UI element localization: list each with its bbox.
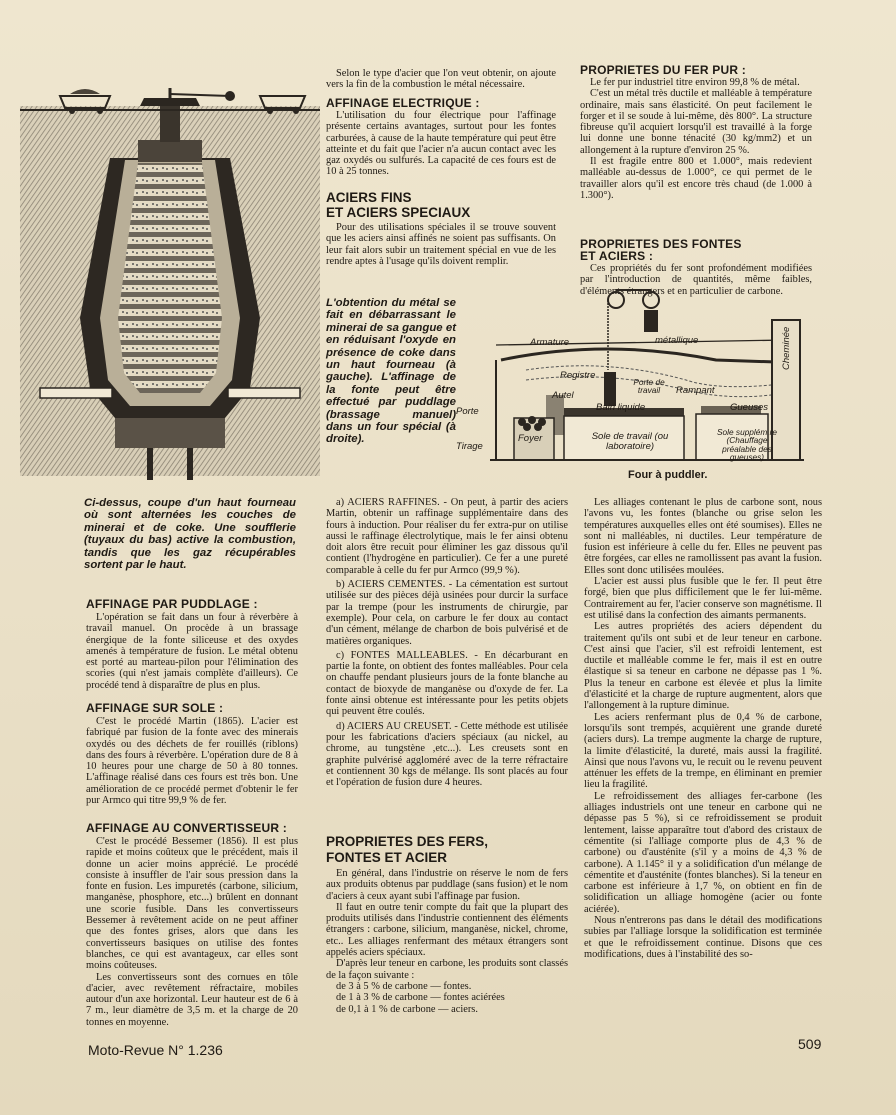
paragraph: Il est fragile entre 800 et 1.000°, mais redevient malléable au-dessus de 1.000°, ce qui permet de le travailler alors qu'il est encore très chaud (de 1.000 à 1.300°). xyxy=(580,156,812,201)
paragraph: Il faut en outre tenir compte du fait que la plupart des produits utilisés dans l'industrie contiennent des éléments étrangers : carbone, silicium, manganèse, nickel, chrome, etc.. Les alliages renfermant des métaux étrangers sont appelés aciers spéciaux. xyxy=(326,901,568,959)
text-affinage-puddlage xyxy=(86,612,298,691)
paragraph: Les convertisseurs sont des cornues en tôle d'acier, avec revêtement réfractaire, mobiles autour d'un axe horizontal. Leur hauteur est de 6 à 7 m., leur diamètre de 3,5 m. et la charge de 20 tonnes en moyenne. xyxy=(86,971,298,1028)
text-affinage-electrique xyxy=(326,110,556,178)
label-rampant: Rampant xyxy=(676,385,715,396)
label-porte: Porte xyxy=(456,406,479,417)
label-foyer: Foyer xyxy=(518,433,543,444)
paragraph: a) ACIERS RAFFINES. - On peut, à partir des aciers Martin, obtenir un raffinage supplémentaire dans des fours à induction. Pour réaliser du fer extra-pur on utilise aussi le raffinage électrolytique, mais le fer ainsi obtenu doit alors être recuit pour éliminer les gaz dissous qu'il contient (l'hydrogène en particulier). Ce fer a une pureté comparable à celle du fer pur Armco (99,9 %). xyxy=(326,497,568,576)
text-column3-lower xyxy=(584,497,822,960)
paragraph: Selon le type d'acier que l'on veut obtenir, on ajoute vers la fin de la combustion le métal nécessaire. xyxy=(326,68,556,91)
list-item: de 1 à 3 % de carbone — fontes aciérées xyxy=(336,992,505,1004)
heading-aciers-fins-1: ACIERS FINS xyxy=(326,190,412,205)
paragraph: Le refroidissement des alliages fer-carbone (les alliages industriels ont une teneur en carbone qui ne dépasse pas 5 %), si ce refroidissement se produit lentement, laisse apparaître tout d'abord des cristaux de cémentite (si l'alliage comporte plus de 4,3 % de carbone) ou d'austénite (s'il y a moins de 4,3 % de carbone). A 1.145° il y a solidification d'un mélange de cémentite et d'austénite (fontes blanches). Si la teneur en carbone est inférieure à 1,7 %, on obtient en fin de solidification un alliage homogène (acier ou fonte aciérée). xyxy=(584,790,822,915)
heading-proprietes-fers-1: PROPRIETES DES FERS, xyxy=(326,834,489,849)
paragraph: L'opération se fait dans un four à réverbère à travail manuel. On procède à un brassage énergique de la fonte siliceuse et des oxydes amenés à température de fusion. Le métal obtenu est porté au marteau-pilon pour l'élimination des scories (qui n'est jamais complète d'ailleurs). Ce procédé tend à disparaître de plus en plus. xyxy=(86,612,298,691)
label-metallique: métallique xyxy=(655,335,699,346)
list-item: de 0,1 à 1 % de carbone — aciers. xyxy=(336,1003,478,1015)
heading-affinage-electrique: AFFINAGE ELECTRIQUE : xyxy=(326,96,480,110)
text-proprietes-fers xyxy=(326,868,568,1015)
paragraph: Pour des utilisations spéciales il se trouve souvent que les aciers ainsi affinés ne soient pas suffisants. On leur fait alors subir un traitement spécial en vue de les rendre aptes à l'usage qu'ils doivent remplir. xyxy=(326,222,556,267)
paragraph: Les autres propriétés des aciers dépendent du traitement qu'ils ont subi et de leur teneur en carbone. C'est ainsi que l'acier, s'il est refroidi lentement, est ductile et malléable comme le fer, mais il est en outre élastique si sa teneur en carbone ne dépasse pas 1 %. Plus la teneur en carbone est élevée et plus la limite d'élasticité et la charge de rupture augmentent, alors que l'allongement à la rupture diminue. xyxy=(584,621,822,712)
label-tirage: Tirage xyxy=(456,441,483,452)
text-section-a xyxy=(326,497,568,788)
intro-text xyxy=(326,68,556,91)
paragraph: Ces propriétés du fer sont profondément modifiées par l'introduction de quantités, même faibles, d'éléments étrangers et en particulier de carbone. xyxy=(580,263,812,297)
paragraph: C'est le procédé Martin (1865). L'acier est fabriqué par fusion de la fonte avec des minerais oxydés ou des déchets de fer rouillés (riblons) dans des fours à réverbère. L'opération dure de 8 à 10 heures pour une charge de 50 à 80 tonnes. L'affinage réalisé dans ces fours est très bon. Une amélioration de ce procédé permet d'obtenir le fer pur Armco qui titre 99,9 % de fer. xyxy=(86,716,298,807)
side-caption: L'obtention du métal se fait en débarrassant le minerai de sa gangue et en réduisant l'oxyde en présence de coke dans un haut fourneau (à gauche). L'affinage de la fonte peut être effectué par puddlage (brassage manuel) dans un four spécial (à droite). xyxy=(326,297,456,446)
label-sole-travail: Sole de travail (ou laboratoire) xyxy=(591,431,669,452)
label-cheminee: Cheminée xyxy=(781,326,792,370)
footer-publication: Moto-Revue N° 1.236 xyxy=(88,1042,223,1058)
list-item: de 3 à 5 % de carbone — fontes. xyxy=(336,980,472,992)
label-bain-liquide: Bain liquide xyxy=(596,402,646,413)
paragraph: D'après leur teneur en carbone, les produits sont classés de la façon suivante : xyxy=(326,958,568,981)
paragraph: Les alliages contenant le plus de carbone sont, nous l'avons vu, les fontes (blanche ou grise selon les températures auxquelles elles ont été soumises). Elles ne sont ni malléables, ni ductiles. Leur température de fusion est inférieure à celle du fer. Elles ne peuvent pas être forgées, car elles ne ramollissent pas avant la fusion. Elles sont donc utilisées moulées. xyxy=(584,497,822,576)
paragraph: b) ACIERS CEMENTES. - La cémentation est surtout utilisée sur des pièces déjà usinées pour durcir la surface par la trempe (pour les instruments de chirurgie, par exemple). Pour cela, on carbure le fer doux au contact d'un cément, mélange de charbon de bois pulvérisé et de matières organiques. xyxy=(326,579,568,647)
heading-affinage-convertisseur: AFFINAGE AU CONVERTISSEUR : xyxy=(86,821,287,835)
paragraph: L'acier est aussi plus fusible que le fer. Il peut être forgé, bien que plus difficilement que le fer lui-même. Contrairement au fer, l'acier conserve son magnétisme. Il est utilisé dans la confection des aimants permanents. xyxy=(584,576,822,621)
heading-proprietes-fers-2: FONTES ET ACIER xyxy=(326,850,448,865)
heading-affinage-puddlage: AFFINAGE PAR PUDDLAGE : xyxy=(86,597,258,611)
heading-fontes-aciers-2: ET ACIERS : xyxy=(580,249,654,263)
text-affinage-sole xyxy=(86,716,298,806)
text-affinage-convertisseur xyxy=(86,836,298,1028)
paragraph: Le fer pur industriel titre environ 99,8 % de métal. xyxy=(590,77,800,88)
paragraph: C'est le procédé Bessemer (1856). Il est plus rapide et moins coûteux que le précédent, mais il donne un acier moins apprécié. Le procédé consiste à insuffler de l'air sous pression dans la fonte en fusion. Les impuretés (carbone, silicium, manganèse, phosphore, etc...) brûlent en donnant une scorie fusible. Dans les convertisseurs Bessemer à revêtement acide on ne peut affiner que des fontes grises, alors que dans les convertisseurs basiques on utilise des fontes blanches, ce qui est avantageux, car elles sont moins coûteuses. xyxy=(86,836,298,972)
figure-caption-four: Four à puddler. xyxy=(628,469,708,481)
label-registre: Registre xyxy=(560,370,596,381)
paragraph: d) ACIERS AU CREUSET. - Cette méthode est utilisée pour les fabrications d'aciers spéciaux (au nickel, au chrome, au tungstène ,etc...). Les creusets sont en graphite pulvérisé aggloméré avec de la terre réfractaire et contiennent 30 kgs de mélange. Ils sont placés au four et l'opération de fusion dure 4 heures. xyxy=(326,720,568,789)
blast-furnace-illustration xyxy=(20,88,320,480)
paragraph: Les aciers renfermant plus de 0,4 % de carbone, lorsqu'ils sont trempés, acquièrent une grande dureté (aciers durs). La trempe augmente la charge de rupture, la limite d'élasticité, la dureté, mais aussi la fragilité. Ainsi que nous l'avons vu, le recuit ou le revenu peuvent atténuer les effets de la trempe, en éliminant en premier lieu la fragilité. xyxy=(584,711,822,791)
paragraph: Nous n'entrerons pas dans le détail des modifications subies par l'alliage lorsque la solidification est terminée et que le refroidissement continue. Disons que ces modifications, dues à l'instabilité des so- xyxy=(584,914,822,960)
label-autel: Autel xyxy=(552,390,574,401)
heading-aciers-fins-2: ET ACIERS SPECIAUX xyxy=(326,205,471,220)
paragraph: En général, dans l'industrie on réserve le nom de fers aux produits obtenus par puddlage (sans fusion) et le nom d'aciers à ceux ayant subi l'affinage par fusion. xyxy=(326,868,568,902)
heading-fontes-aciers-1: PROPRIETES DES FONTES xyxy=(580,237,742,251)
heading-affinage-sole: AFFINAGE SUR SOLE : xyxy=(86,701,224,715)
label-sole-supplementaire: Sole supplém.re (Chauffage préalable des gueuses) xyxy=(717,427,777,463)
label-porte-travail: Porte de travail xyxy=(633,377,665,396)
label-gueuses: Gueuses xyxy=(730,402,769,413)
footer-page-number: 509 xyxy=(798,1036,822,1052)
paragraph: C'est un métal très ductile et malléable à température ordinaire, mais sans élasticité. On peut facilement le forger et il se soude à lui-même, dès 800°. La structure fibreuse qu'il acquiert lorsqu'il est travaillé à la forge lui donne une bonne ténacité (30 kg/mm2) et un allongement à la rupture d'environ 25 %. xyxy=(580,88,812,156)
text-aciers-fins xyxy=(326,222,556,267)
label-armature: Armature xyxy=(530,337,570,348)
paragraph: L'utilisation du four électrique pour l'affinage présente certains avantages, surtout pour les fontes carburées, à cause de la haute température qui peut être atteinte et du fait que l'acier n'a aucun contact avec les gaz oxydés ou sulfurés. La capacité de ces fours est de 10 à 25 tonnes. xyxy=(326,110,556,178)
text-fer-pur xyxy=(580,77,812,201)
blast-furnace-caption: Ci-dessus, coupe d'un haut fourneau où sont alternées les couches de minerai et de coke. Une soufflerie (tuyaux du bas) active la combustion, tandis que les gaz récupérables sortent par le haut. xyxy=(84,497,296,572)
paragraph: c) FONTES MALLEABLES. - En décarburant en partie la fonte, on obtient des fontes malléables. Pour cela on chauffe pendant plusieurs jours de la fonte blanche au contact de bioxyde de manganèse ou d'oxyde de fer. La fonte ainsi obtenue est intéressante pour les petits objets qui peuvent être coulés. xyxy=(326,649,568,718)
heading-fer-pur: PROPRIETES DU FER PUR : xyxy=(580,63,746,77)
